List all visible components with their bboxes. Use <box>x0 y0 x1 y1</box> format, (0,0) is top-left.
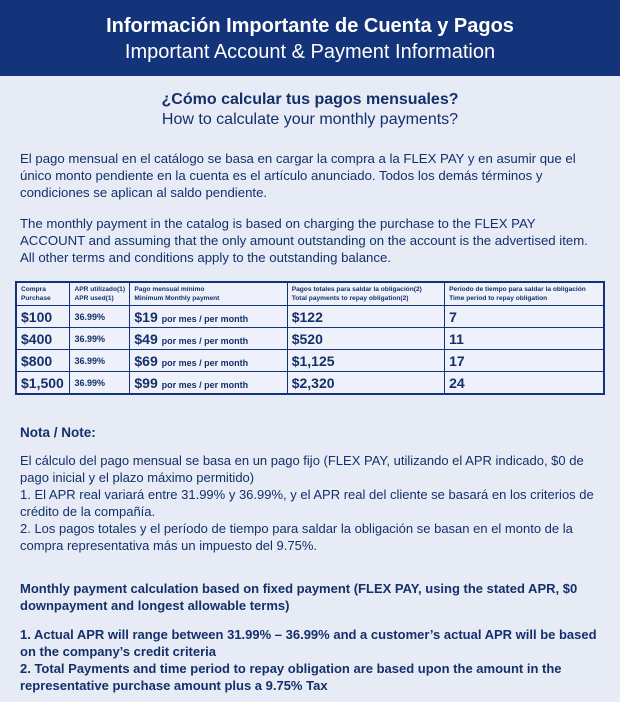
payment-table <box>15 281 605 395</box>
cell-period: 17 <box>445 350 604 372</box>
table-row <box>16 328 604 350</box>
cell-purchase: $400 <box>16 328 70 350</box>
cell-monthly: $19 por mes / per month <box>130 306 287 328</box>
cell-monthly: $49 por mes / per month <box>130 328 287 350</box>
cell-apr: 36.99% <box>70 306 130 328</box>
cell-period: 11 <box>445 328 604 350</box>
cell-period: 24 <box>445 372 604 395</box>
cell-purchase: $1,500 <box>16 372 70 395</box>
cell-purchase: $100 <box>16 306 70 328</box>
cell-monthly: $99 por mes / per month <box>130 372 287 395</box>
note-es-item-1: 1. El APR real variará entre 31.99% y 36.99%, y el APR real del cliente se basará en los criterios de crédito de la compañía. <box>20 487 594 519</box>
cell-apr: 36.99% <box>70 350 130 372</box>
note-es-item-2: 2. Los pagos totales y el período de tiempo para saldar la obligación se basan en el monto de la compra representativa más un impuesto del 9.75%. <box>20 521 573 553</box>
col-header-purchase: Compra Purchase <box>16 282 70 306</box>
note-body-en <box>20 580 600 694</box>
note-title: Nota / Note: <box>20 425 96 440</box>
cell-period: 7 <box>445 306 604 328</box>
cell-total: $520 <box>287 328 444 350</box>
table-row <box>16 372 604 395</box>
subheading-es: ¿Cómo calcular tus pagos mensuales? <box>161 91 459 108</box>
intro-es: El pago mensual en el catálogo se basa en cargar la compra a la FLEX PAY y en asumir que el único monto pendiente en la cuenta es el artículo anunciado. Todos los demás términos y condiciones se aplican al saldo pendiente. <box>20 151 576 200</box>
col-header-total: Pagos totales para saldar la obligación(2) Total payments to repay obligation(2) <box>287 282 444 306</box>
cell-total: $2,320 <box>287 372 444 395</box>
note-es-intro: El cálculo del pago mensual se basa en un pago fijo (FLEX PAY, utilizando el APR indicado, $0 de pago inicial y el plazo máximo permitido) <box>20 453 584 485</box>
note-en-item-2: 2. Total Payments and time period to repay obligation are based upon the amount in the representative purchase amount plus a 9.75% Tax <box>20 661 562 693</box>
cell-total: $1,125 <box>287 350 444 372</box>
table-row <box>16 306 604 328</box>
note-en-intro: Monthly payment calculation based on fixed payment (FLEX PAY, using the stated APR, $0 downpayment and longest allowable terms) <box>20 581 578 613</box>
header-title-es: Información Importante de Cuenta y Pagos <box>106 15 514 37</box>
table-header-row <box>16 282 604 306</box>
cell-monthly: $69 por mes / per month <box>130 350 287 372</box>
cell-apr: 36.99% <box>70 328 130 350</box>
subheading <box>0 90 620 130</box>
col-header-apr: APR utilizado(1) APR used(1) <box>70 282 130 306</box>
note-en-item-1: 1. Actual APR will range between 31.99% – 36.99% and a customer’s actual APR will be based on the company’s credit criteria <box>20 627 597 659</box>
note-body-es <box>20 452 600 554</box>
table-row <box>16 350 604 372</box>
cell-purchase: $800 <box>16 350 70 372</box>
header-title-en: Important Account & Payment Information <box>124 41 496 63</box>
intro-en: The monthly payment in the catalog is based on charging the purchase to the FLEX PAY ACCOUNT and assuming that the only amount outstanding on the account is the advertised item. All other terms and conditions apply to the outstanding balance. <box>20 216 588 265</box>
col-header-period: Período de tiempo para saldar la obligación Time period to repay obligation <box>445 282 604 306</box>
subheading-en: How to calculate your monthly payments? <box>161 111 459 128</box>
cell-apr: 36.99% <box>70 372 130 395</box>
page-header <box>0 0 620 76</box>
col-header-monthly: Pago mensual mínimo Minimum Monthly payment <box>130 282 287 306</box>
cell-total: $122 <box>287 306 444 328</box>
